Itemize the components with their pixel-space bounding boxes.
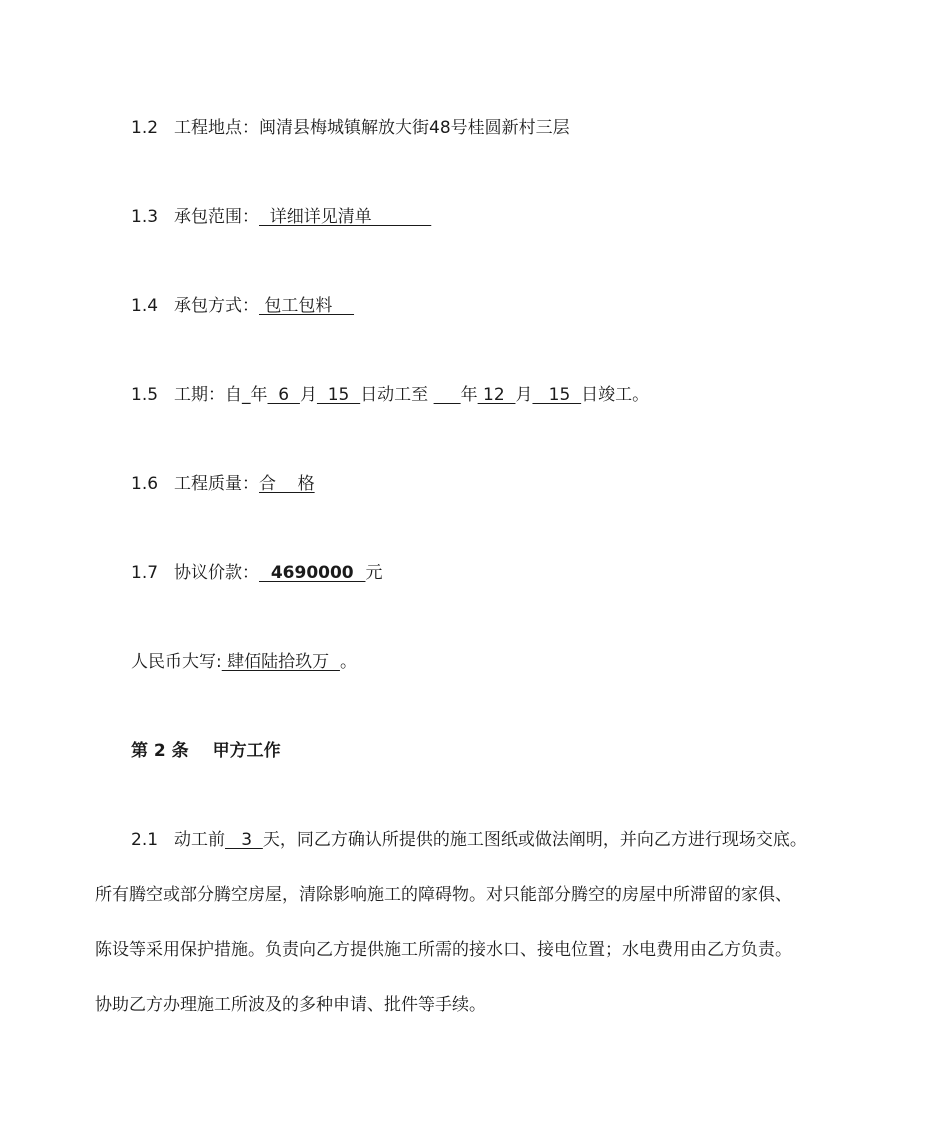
- item-1-6: [131, 473, 315, 495]
- text-part: 动工前: [174, 830, 225, 850]
- item-number: 1.4: [131, 296, 159, 316]
- item-label: 承包范围：: [174, 207, 259, 227]
- rmb-value: 肆佰陆拾玖万: [221, 652, 340, 672]
- item-number: 1.7: [131, 563, 159, 583]
- item-1-3: [131, 206, 431, 228]
- item-1-5: [131, 384, 649, 406]
- start-month: 6: [267, 385, 300, 405]
- text-part: _: [242, 385, 251, 405]
- text-part: 年: [250, 385, 268, 405]
- section-title: 甲方工作: [212, 741, 281, 761]
- section-2-heading: [131, 740, 281, 762]
- text-part: 年: [460, 385, 478, 405]
- text-part: 天，同乙方确认所提供的施工图纸或做法阐明，并向乙方进行现场交底。: [262, 830, 807, 850]
- section-number: 第 2 条: [131, 741, 189, 761]
- price-unit: 元: [365, 563, 383, 583]
- item-number: 1.6: [131, 474, 159, 494]
- end-day: 15: [532, 385, 582, 405]
- item-label: 工期：自: [174, 385, 242, 405]
- end-year: [434, 385, 461, 405]
- item-number: 1.3: [131, 207, 159, 227]
- item-value: 包工包料: [259, 296, 355, 316]
- para-2-1-line-3: 陈设等采用保护措施。负责向乙方提供施工所需的接水口、接电位置；水电费用由乙方负责。: [95, 940, 792, 960]
- start-day: 15: [316, 385, 361, 405]
- rmb-end: 。: [339, 652, 357, 672]
- rmb-amount-line: [131, 651, 357, 673]
- item-label: 承包方式：: [174, 296, 259, 316]
- item-label: 工程质量：: [174, 474, 259, 494]
- item-1-7: [131, 562, 382, 584]
- item-value: 详细详见清单: [259, 207, 432, 227]
- item-value: 闽清县梅城镇解放大街48号桂圆新村三层: [259, 118, 570, 138]
- text-part: 日动工至: [360, 385, 434, 405]
- item-number: 1.2: [131, 118, 159, 138]
- item-number: 2.1: [131, 830, 159, 850]
- item-label: 协议价款：: [174, 563, 259, 583]
- para-2-1-line-2: 所有腾空或部分腾空房屋，清除影响施工的障碍物。对只能部分腾空的房屋中所滞留的家俱、: [95, 885, 792, 905]
- days-value: 3: [225, 830, 263, 850]
- item-1-2: [131, 117, 570, 139]
- price-value: 4690000: [259, 563, 366, 583]
- end-month: 12: [477, 385, 516, 405]
- item-label: 工程地点：: [174, 118, 259, 138]
- rmb-label: 人民币大写:: [131, 652, 222, 672]
- text-part: 日竣工。: [581, 385, 650, 405]
- text-part: 月: [299, 385, 317, 405]
- item-1-4: [131, 295, 354, 317]
- para-2-1-line-4: 协助乙方办理施工所波及的多种申请、批件等手续。: [95, 995, 486, 1015]
- item-number: 1.5: [131, 385, 159, 405]
- para-2-1-line-1: [131, 829, 807, 851]
- text-part: 月: [515, 385, 533, 405]
- item-value: 合 格: [259, 474, 315, 494]
